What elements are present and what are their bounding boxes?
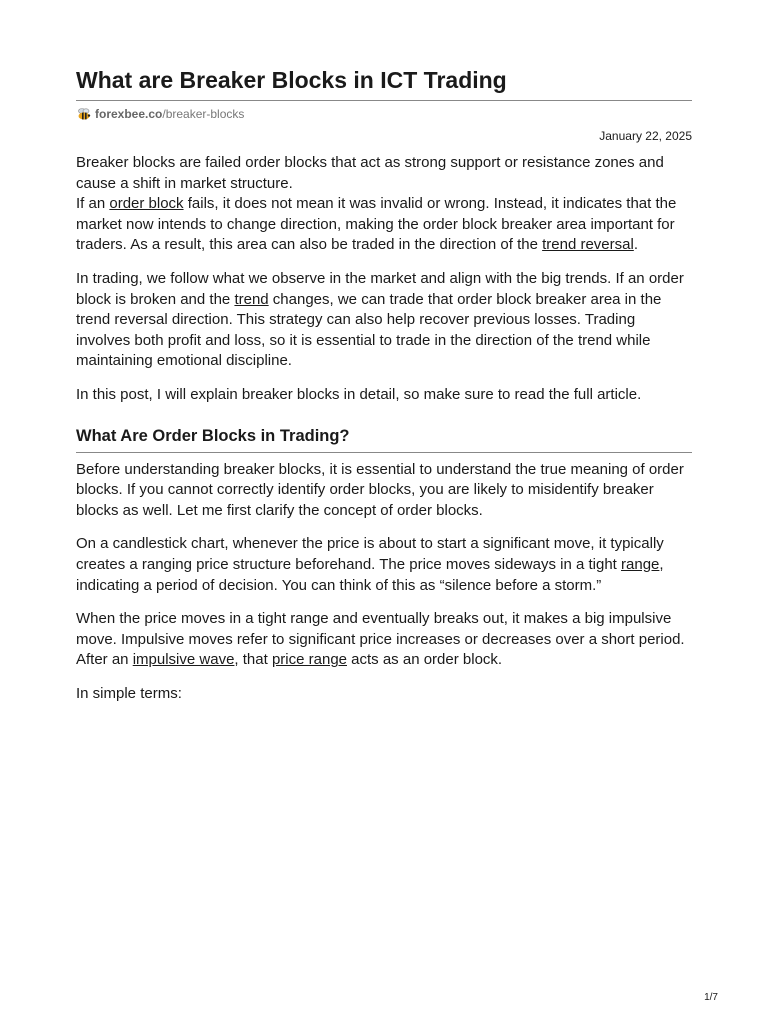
bee-icon	[76, 107, 92, 121]
intro-paragraph-2	[76, 269, 692, 372]
section-paragraph-1: Before understanding breaker blocks, it is essential to understand the true meaning of order blocks. If you cannot correctly identify order blocks, you are likely to misidentify breaker blocks as well. Let me first clarify the concept of order blocks.	[76, 460, 684, 519]
section-text: When the price moves in a tight range and eventually breaks out, it makes a big impulsive move. Impulsive moves refer to significant price increases or decreases over a short period. After an	[76, 610, 685, 669]
price-range-link[interactable]: price range	[271, 651, 347, 669]
trend-reversal-link[interactable]: trend reversal	[542, 236, 634, 254]
impulsive-wave-link[interactable]: impulsive wave	[132, 651, 235, 669]
trend-link[interactable]: trend	[234, 290, 269, 308]
section-text: On a candlestick chart, whenever the price is about to start a significant move, it typically creates a ranging price structure beforehand. The price moves sideways in a tight	[76, 535, 664, 573]
section-heading: What Are Order Blocks in Trading?	[76, 425, 692, 453]
range-link[interactable]: range	[621, 555, 660, 573]
section-text: acts as an order block.	[347, 651, 503, 669]
section-paragraph-3	[76, 609, 692, 671]
section-paragraph-4: In simple terms:	[76, 684, 182, 702]
intro-text: changes, we can trade that order block breaker area in the trend reversal direction. This strategy can also help recover previous losses. Trading involves both profit and loss, so it is essential to trade in the direction of the trend while maintaining emotional discipline.	[76, 290, 662, 370]
intro-text: fails, it does not mean it was invalid or wrong. Instead, it indicates that the market now intends to change direction, making the order block breaker area important for traders. As a result, this area can also be traded in the direction of the	[76, 195, 677, 254]
section-text: , that	[234, 651, 272, 669]
intro-text: .	[633, 236, 638, 254]
page-title: What are Breaker Blocks in ICT Trading	[76, 64, 692, 101]
intro-text: Breaker blocks are failed order blocks that act as strong support or resistance zones and cause a shift in market structure.	[76, 154, 664, 192]
section-text: , indicating a period of decision. You can think of this as “silence before a storm.”	[76, 555, 664, 594]
source-line	[76, 106, 692, 122]
source-domain: forexbee.co	[95, 107, 163, 121]
article	[76, 64, 692, 704]
section-paragraph-2	[76, 534, 692, 596]
order-block-link[interactable]: order block	[109, 195, 184, 213]
intro-text: In trading, we follow what we observe in the market and align with the big trends. If an order block is broken and the	[76, 269, 684, 308]
publish-date: January 22, 2025	[599, 129, 692, 143]
intro-paragraph-1	[76, 153, 692, 256]
intro-text: If an	[76, 195, 110, 213]
page-number: 1/7	[704, 992, 718, 1003]
source-path: /breaker-blocks	[162, 107, 245, 121]
intro-paragraph-3: In this post, I will explain breaker blocks in detail, so make sure to read the full article.	[76, 385, 642, 403]
